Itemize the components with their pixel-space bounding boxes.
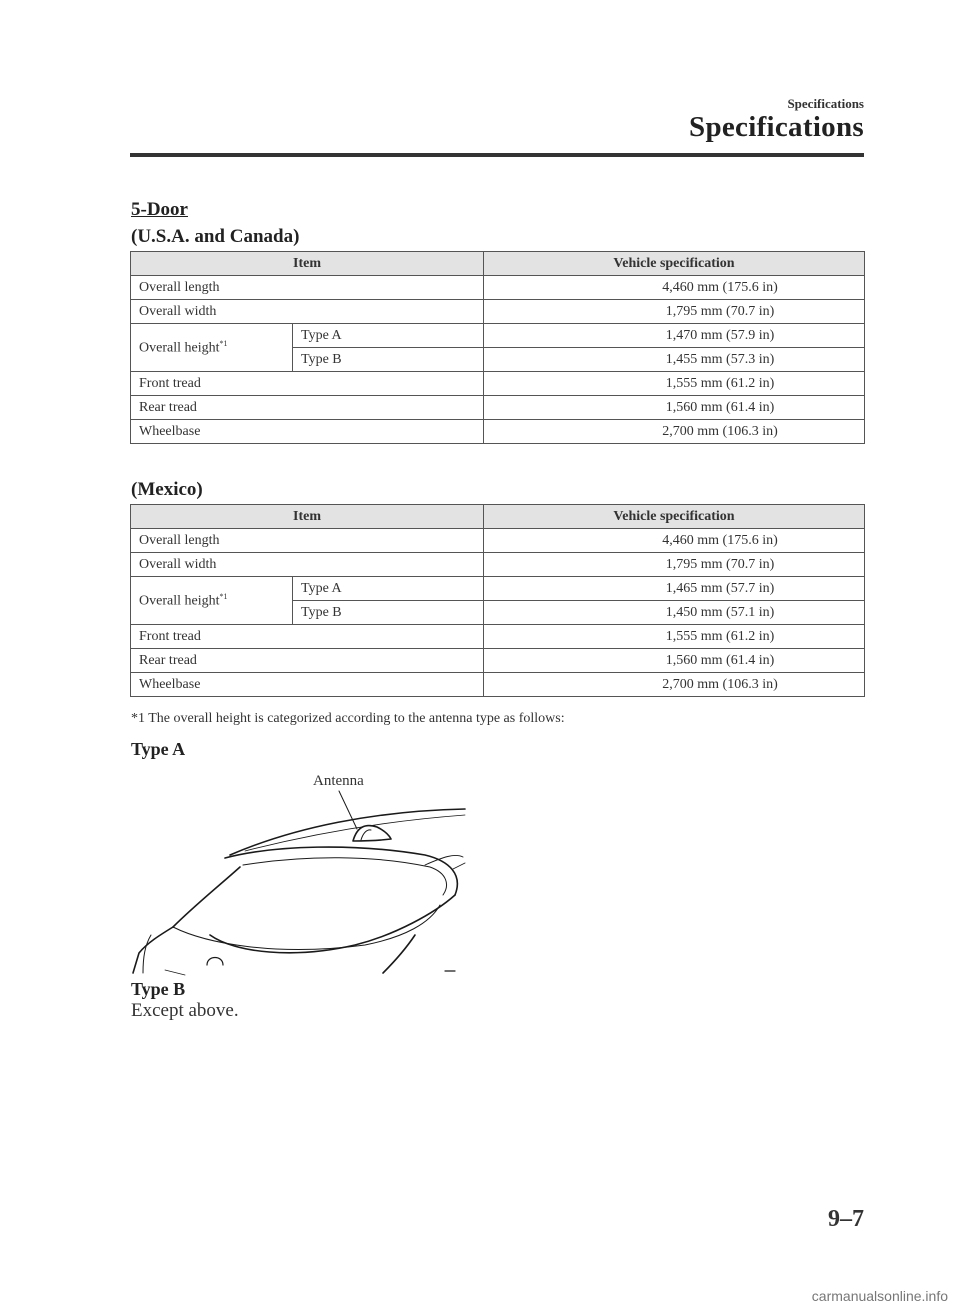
table-header-row — [131, 252, 865, 276]
row-value: 1,560 mm (61.4 in) — [484, 396, 865, 420]
row-label: Overall height — [139, 593, 220, 609]
row-label: Rear tread — [131, 396, 484, 420]
table-row — [131, 577, 865, 601]
footnote-marker: *1 — [219, 338, 228, 348]
row-label: Overall width — [131, 300, 484, 324]
row-value: 2,700 mm (106.3 in) — [484, 673, 865, 697]
type-a-heading: Type A — [131, 739, 186, 759]
column-header-spec: Vehicle specification — [484, 252, 865, 276]
row-sublabel: Type B — [293, 601, 484, 625]
row-label: Wheelbase — [131, 673, 484, 697]
table-row — [131, 372, 865, 396]
type-b-heading: Type B — [131, 979, 186, 999]
row-value: 1,455 mm (57.3 in) — [484, 348, 865, 372]
watermark: carmanualsonline.info — [811, 1288, 948, 1304]
row-sublabel: Type A — [293, 324, 484, 348]
header-rule — [130, 153, 864, 157]
row-value: 2,700 mm (106.3 in) — [484, 420, 865, 444]
section-title: 5-Door — [131, 199, 188, 220]
row-value: 4,460 mm (175.6 in) — [484, 529, 865, 553]
table-row — [131, 276, 865, 300]
row-label: Rear tread — [131, 649, 484, 673]
row-label: Overall length — [131, 276, 484, 300]
table-row — [131, 529, 865, 553]
table-header-row — [131, 505, 865, 529]
spec-table-usa-canada — [130, 251, 865, 444]
column-header-item: Item — [131, 505, 484, 529]
row-label: Front tread — [131, 372, 484, 396]
row-value: 1,470 mm (57.9 in) — [484, 324, 865, 348]
row-label: Overall length — [131, 529, 484, 553]
row-label-overall-height — [131, 577, 293, 625]
table-row — [131, 553, 865, 577]
table-row — [131, 420, 865, 444]
row-label: Overall width — [131, 553, 484, 577]
row-sublabel: Type B — [293, 348, 484, 372]
chapter-title: Specifications — [689, 111, 864, 143]
row-value: 1,560 mm (61.4 in) — [484, 649, 865, 673]
type-b-description: Except above. — [131, 1000, 239, 1021]
spec-table-mexico — [130, 504, 865, 697]
row-value: 1,450 mm (57.1 in) — [484, 601, 865, 625]
running-header: Specifications — [787, 96, 864, 111]
column-header-item: Item — [131, 252, 484, 276]
row-value: 1,795 mm (70.7 in) — [484, 553, 865, 577]
table-row — [131, 300, 865, 324]
row-label: Overall height — [139, 340, 220, 356]
row-value: 1,555 mm (61.2 in) — [484, 625, 865, 649]
row-value: 4,460 mm (175.6 in) — [484, 276, 865, 300]
footnote-marker: *1 — [219, 591, 228, 601]
table-row — [131, 396, 865, 420]
row-value: 1,555 mm (61.2 in) — [484, 372, 865, 396]
row-value: 1,795 mm (70.7 in) — [484, 300, 865, 324]
antenna-callout-label: Antenna — [313, 773, 364, 789]
table-row — [131, 625, 865, 649]
table-row — [131, 324, 865, 348]
table-row — [131, 673, 865, 697]
row-sublabel: Type A — [293, 577, 484, 601]
vehicle-rear-antenna-illustration — [125, 785, 470, 977]
region-title-mexico: (Mexico) — [131, 479, 203, 500]
row-value: 1,465 mm (57.7 in) — [484, 577, 865, 601]
column-header-spec: Vehicle specification — [484, 505, 865, 529]
footnote: *1 The overall height is categorized according to the antenna type as follows: — [131, 711, 565, 726]
row-label-overall-height — [131, 324, 293, 372]
page-number: 9–7 — [828, 1206, 864, 1232]
region-title-usa-canada: (U.S.A. and Canada) — [131, 226, 300, 247]
table-row — [131, 649, 865, 673]
row-label: Wheelbase — [131, 420, 484, 444]
row-label: Front tread — [131, 625, 484, 649]
